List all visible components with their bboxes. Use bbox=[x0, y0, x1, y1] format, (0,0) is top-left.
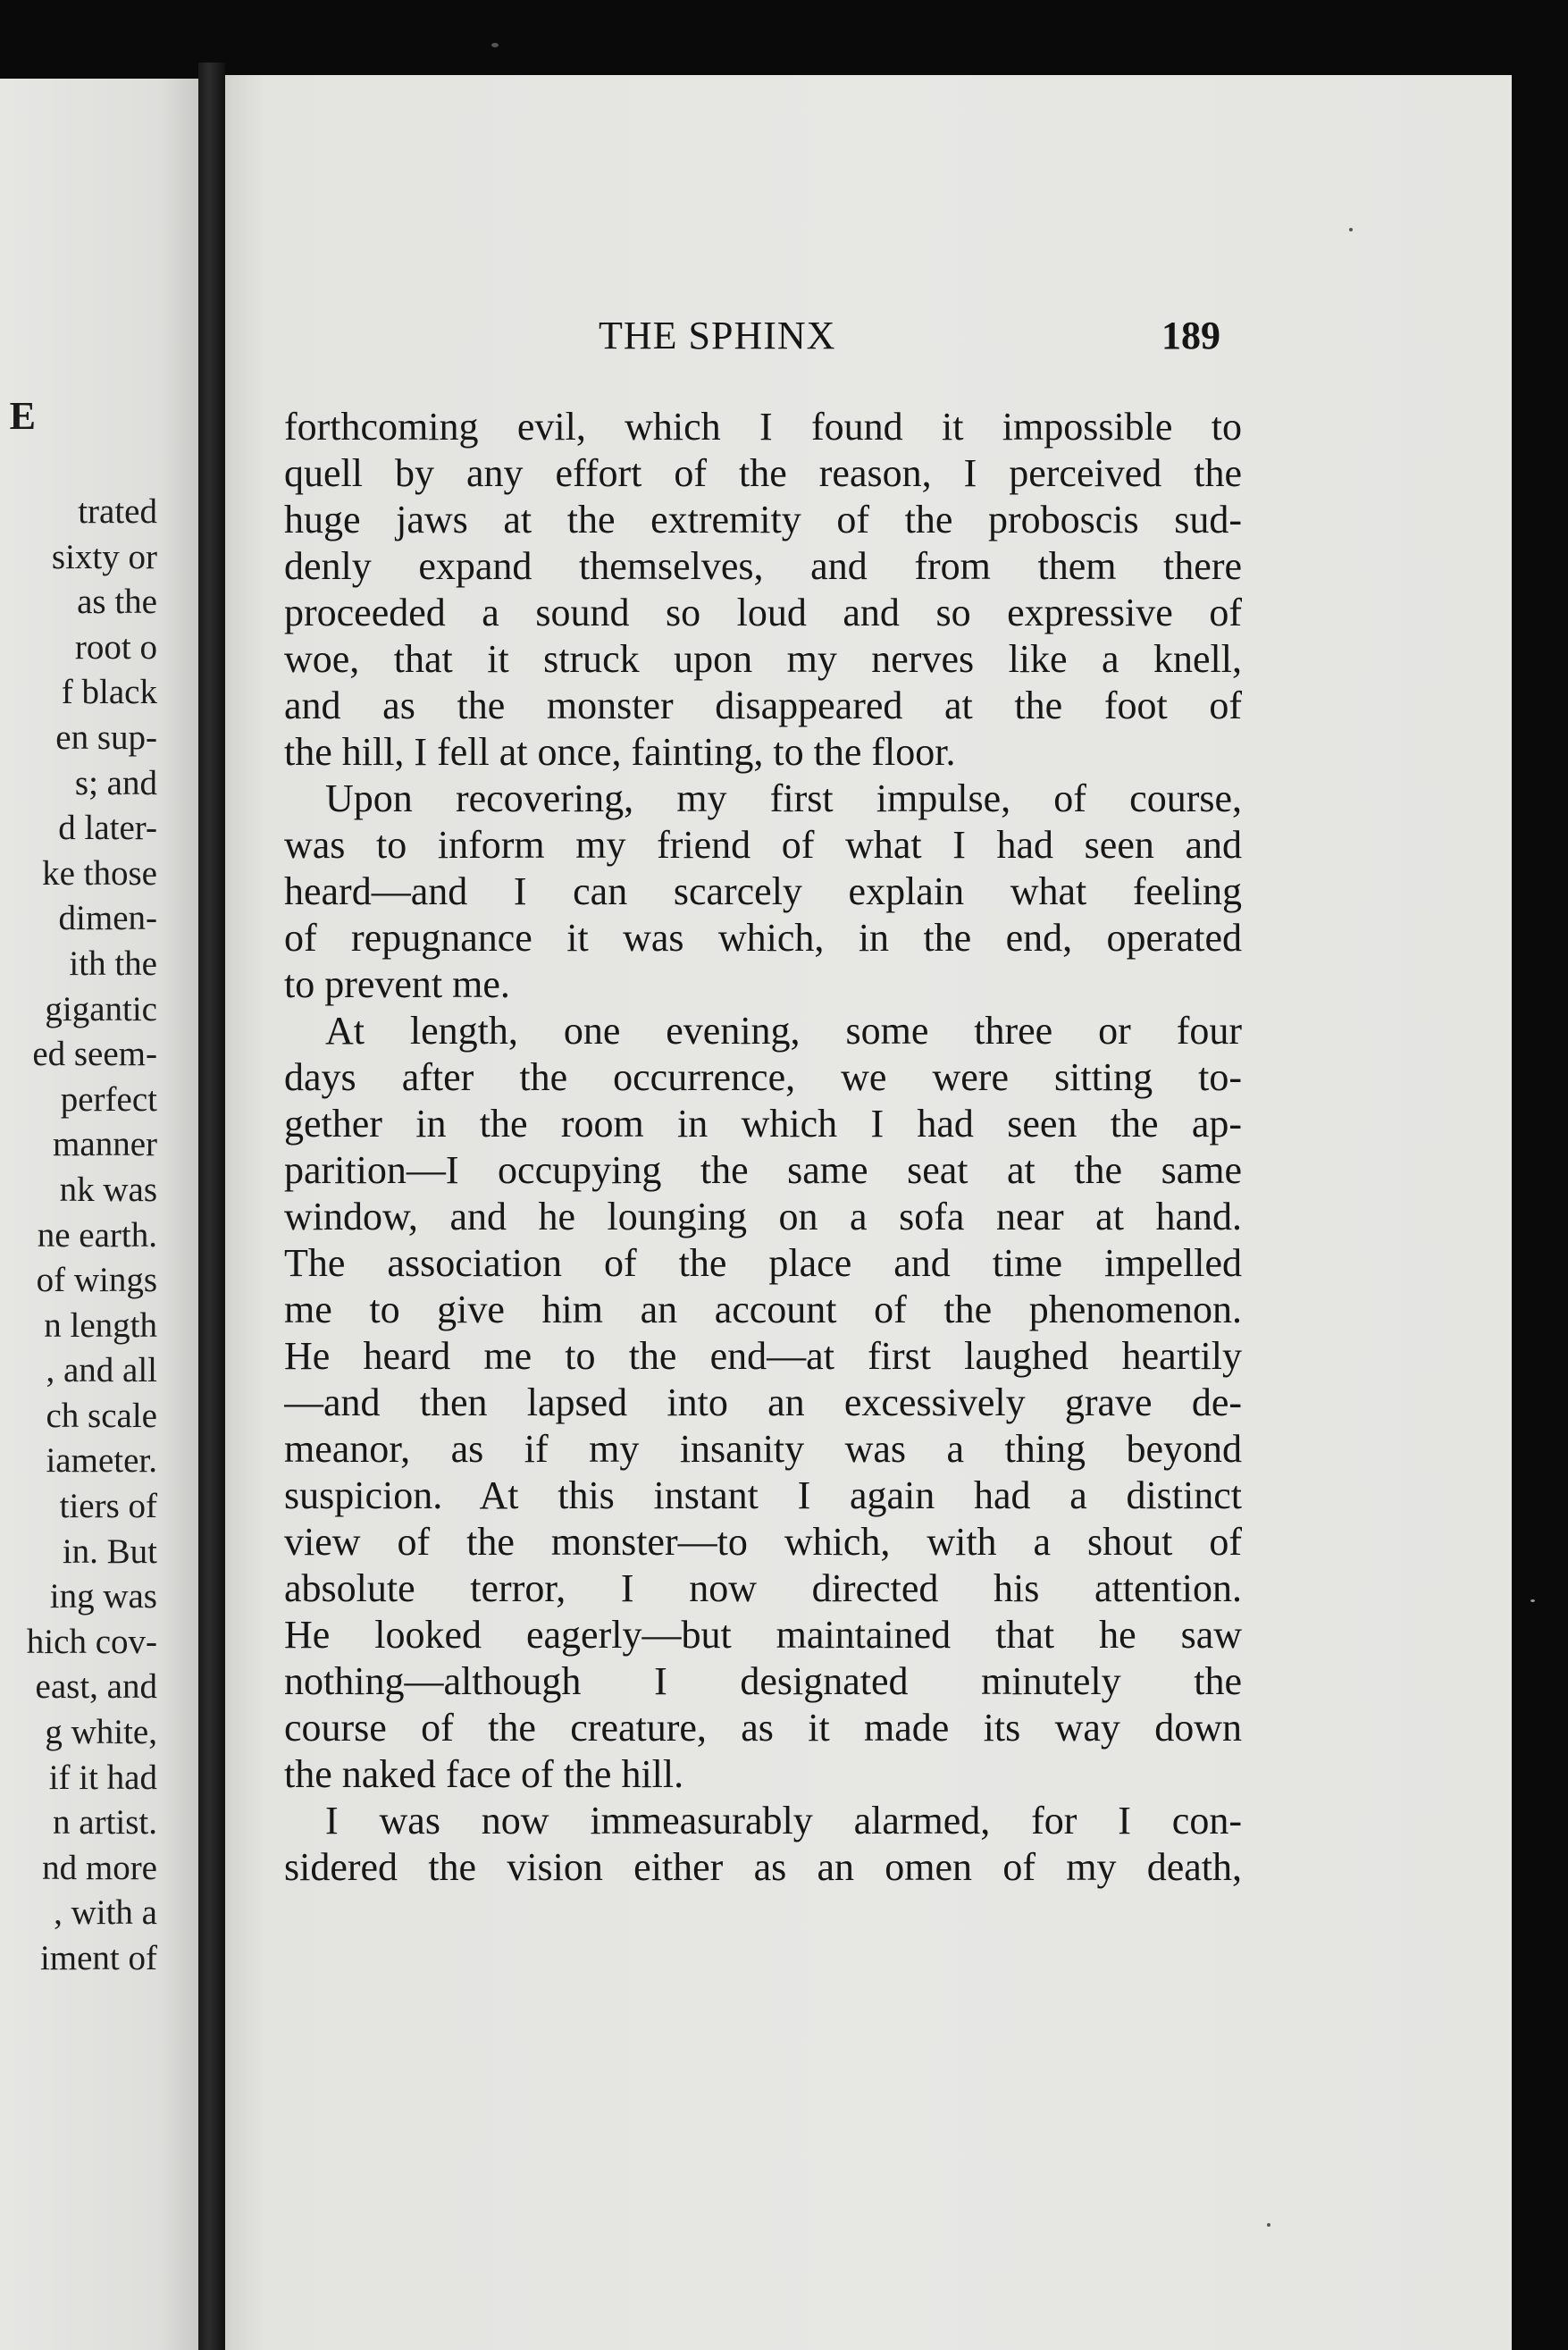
text-line: At length, one evening, some three or four bbox=[325, 1009, 1242, 1053]
book-gutter bbox=[198, 63, 225, 2350]
scan-speck bbox=[1267, 2223, 1270, 2227]
left-page-line bbox=[0, 1032, 157, 1078]
left-page-line-text: s; and bbox=[74, 763, 157, 802]
left-page-line-text: as the bbox=[77, 583, 157, 622]
text-line: huge jaws at the extremity of the proboscis sud- bbox=[284, 498, 1242, 541]
text-line: suspicion. At this instant I again had a distinct bbox=[284, 1473, 1242, 1517]
text-line: I was now immeasurably alarmed, for I con- bbox=[325, 1799, 1242, 1842]
text-line: forthcoming evil, which I found it impossible to bbox=[284, 405, 1242, 449]
left-page-line bbox=[0, 1620, 157, 1666]
left-page-line-text: manner bbox=[53, 1125, 157, 1164]
left-page-line bbox=[0, 1665, 157, 1710]
left-page-line bbox=[0, 1936, 157, 1982]
text-line: parition—I occupying the same seat at the same bbox=[284, 1148, 1242, 1192]
left-page-line-text: nk was bbox=[59, 1170, 157, 1209]
left-page-line-text: east, and bbox=[35, 1667, 157, 1707]
text-line: view of the monster—to which, with a shout of bbox=[284, 1520, 1242, 1564]
left-page-line-text: iment of bbox=[39, 1939, 157, 1977]
left-page-line-text: sixty or bbox=[51, 537, 157, 576]
text-line: nothing—although I designated minutely the bbox=[284, 1659, 1242, 1703]
left-page-line-text: , with a bbox=[54, 1893, 157, 1933]
left-page-line-text: nd more bbox=[42, 1848, 157, 1887]
text-line: days after the occurrence, we were sitting to- bbox=[284, 1055, 1242, 1099]
left-page-line-text: of wings bbox=[36, 1261, 157, 1300]
text-line: the hill, I fell at once, fainting, to the floor. bbox=[284, 730, 956, 774]
text-line: —and then lapsed into an excessively grave de- bbox=[284, 1381, 1242, 1424]
text-line: Upon recovering, my first impulse, of course, bbox=[325, 776, 1242, 820]
left-page-line bbox=[0, 1168, 157, 1213]
left-page-line bbox=[0, 1213, 157, 1259]
left-page-line bbox=[0, 1530, 157, 1575]
left-page-line-text: g white, bbox=[45, 1713, 157, 1752]
left-page-line-text: ne earth. bbox=[37, 1215, 157, 1255]
left-running-head bbox=[0, 393, 36, 439]
left-page-line bbox=[0, 852, 157, 897]
text-line: me to give him an account of the phenomenon. bbox=[284, 1288, 1242, 1331]
running-head: THE SPHINX bbox=[599, 314, 836, 357]
text-line: was to inform my friend of what I had seen and bbox=[284, 823, 1242, 867]
left-page-line bbox=[0, 761, 157, 807]
text-line: of repugnance it was which, in the end, operated bbox=[284, 916, 1242, 960]
left-page-line bbox=[0, 580, 157, 625]
left-page-line bbox=[0, 490, 157, 535]
left-page-line bbox=[0, 716, 157, 761]
left-page-line bbox=[0, 670, 157, 716]
left-page-line bbox=[0, 1078, 157, 1123]
left-page-line-text: en sup- bbox=[55, 718, 157, 757]
body-text bbox=[284, 404, 1242, 1891]
left-page-line bbox=[0, 806, 157, 852]
left-page-line-text: trated bbox=[78, 492, 157, 531]
left-page-line-text: , and all bbox=[46, 1351, 157, 1390]
text-line: proceeded a sound so loud and so expressive of bbox=[284, 591, 1242, 634]
text-line: He heard me to the end—at first laughed heartily bbox=[284, 1334, 1242, 1378]
text-line: meanor, as if my insanity was a thing beyond bbox=[284, 1427, 1242, 1471]
left-page-line-text: if it had bbox=[48, 1758, 157, 1797]
text-line: course of the creature, as it made its way down bbox=[284, 1706, 1242, 1750]
text-line: heard—and I can scarcely explain what feeling bbox=[284, 869, 1242, 913]
left-page-line bbox=[0, 1800, 157, 1846]
scan-speck bbox=[1349, 228, 1353, 231]
left-page-line-text: ch scale bbox=[46, 1396, 157, 1435]
left-page-line bbox=[0, 1710, 157, 1756]
left-page-line bbox=[0, 896, 157, 942]
left-page-line-text: tiers of bbox=[59, 1487, 157, 1526]
text-line: denly expand themselves, and from them there bbox=[284, 544, 1242, 588]
left-page-line-text: n artist. bbox=[53, 1803, 157, 1842]
left-page-line-text: f black bbox=[61, 673, 157, 712]
text-line: quell by any effort of the reason, I perceived the bbox=[284, 451, 1242, 495]
left-page-line bbox=[0, 1484, 157, 1530]
text-line: sidered the vision either as an omen of my death, bbox=[284, 1845, 1242, 1889]
text-line: window, and he lounging on a sofa near at hand. bbox=[284, 1195, 1242, 1238]
left-page-line bbox=[0, 1439, 157, 1484]
left-page-line bbox=[0, 1394, 157, 1439]
left-page-line-text: perfect bbox=[60, 1079, 157, 1119]
scan-background-edge bbox=[1512, 75, 1568, 2350]
left-page-line bbox=[0, 942, 157, 987]
left-page-line-text: ed seem- bbox=[32, 1035, 157, 1074]
left-page-line bbox=[0, 1756, 157, 1801]
left-running-head-text: E bbox=[9, 394, 36, 438]
text-line: The association of the place and time impelled bbox=[284, 1241, 1242, 1285]
text-line: He looked eagerly—but maintained that he saw bbox=[284, 1613, 1242, 1657]
left-page-line-text: ke those bbox=[42, 853, 157, 893]
left-page-line bbox=[0, 1574, 157, 1620]
text-line: woe, that it struck upon my nerves like a knell, bbox=[284, 637, 1242, 681]
left-page-line-text: ith the bbox=[69, 944, 157, 983]
page-number: 189 bbox=[1161, 314, 1220, 357]
left-page-line bbox=[0, 1891, 157, 1936]
scan-speck bbox=[1530, 1599, 1535, 1602]
left-facing-page bbox=[0, 79, 198, 2350]
left-page-line bbox=[0, 1304, 157, 1349]
left-page-line-text: n length bbox=[44, 1305, 157, 1345]
left-page-line-text: d later- bbox=[58, 809, 157, 848]
left-page-text bbox=[0, 490, 157, 1982]
left-page-line-text: iameter. bbox=[46, 1441, 157, 1481]
left-page-line bbox=[0, 1258, 157, 1304]
left-page-line bbox=[0, 987, 157, 1033]
scan-speck bbox=[491, 43, 499, 47]
left-page-line-text: root o bbox=[74, 627, 157, 667]
left-page-line bbox=[0, 1122, 157, 1168]
text-line: to prevent me. bbox=[284, 962, 510, 1006]
text-line: the naked face of the hill. bbox=[284, 1752, 684, 1796]
left-page-line-text: dimen- bbox=[58, 899, 157, 938]
left-page-line bbox=[0, 625, 157, 671]
text-line: gether in the room in which I had seen the ap- bbox=[284, 1102, 1242, 1146]
left-page-line-text: hich cov- bbox=[26, 1622, 157, 1661]
left-page-line bbox=[0, 535, 157, 581]
left-page-line-text: in. But bbox=[62, 1532, 157, 1571]
left-page-line bbox=[0, 1348, 157, 1394]
left-page-line-text: gigantic bbox=[45, 989, 157, 1028]
text-line: and as the monster disappeared at the foot of bbox=[284, 684, 1242, 727]
left-page-line bbox=[0, 1846, 157, 1892]
text-line: absolute terror, I now directed his attention. bbox=[284, 1566, 1242, 1610]
left-page-line-text: ing was bbox=[49, 1577, 157, 1616]
